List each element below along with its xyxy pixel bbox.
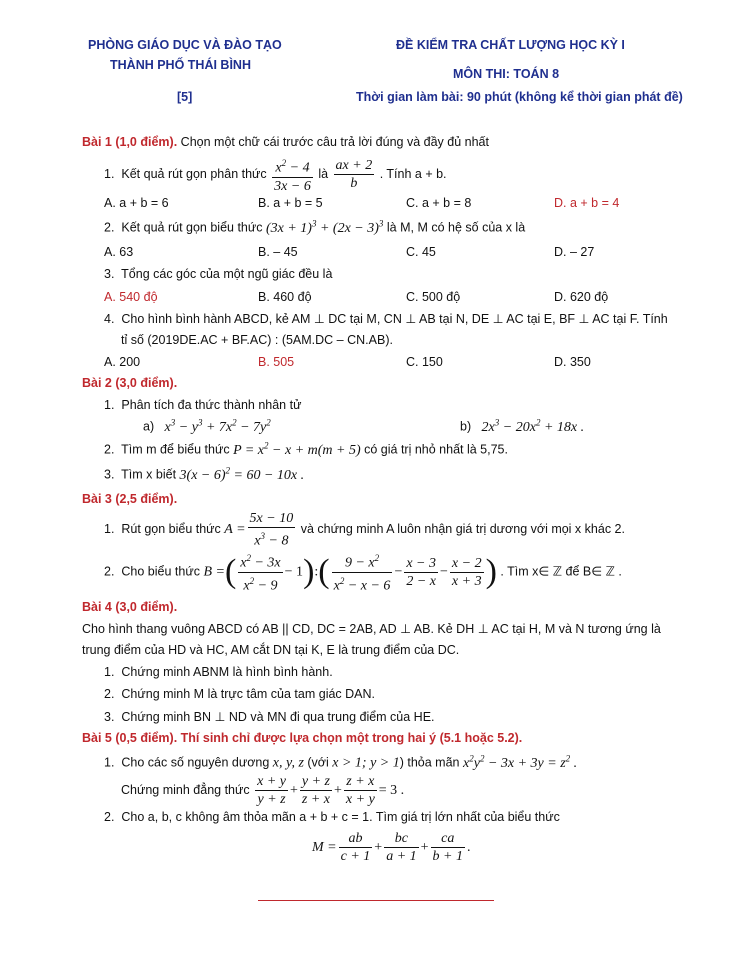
bai5-q1 bbox=[104, 753, 577, 772]
q-text: Cho hình bình hành ABCD, kẻ AM ⊥ DC tại M, CN ⊥ AB tại N, DE ⊥ AC tại E, BF ⊥ AC tại F. Tính bbox=[121, 312, 668, 326]
q-text: Tổng các góc của một ngũ giác đều là bbox=[121, 267, 333, 281]
bai4-q2 bbox=[104, 687, 375, 701]
bai1-q4 bbox=[104, 311, 668, 326]
bai1-q4-option-d[interactable]: D. 350 bbox=[554, 355, 591, 369]
q-num: 1. bbox=[104, 398, 115, 412]
bai1-title: Bài 1 (1,0 điểm). bbox=[82, 135, 178, 149]
q-text: Chứng minh BN ⊥ ND và MN đi qua trung điểm của HE. bbox=[121, 710, 435, 724]
fraction-bc: $\frac{bc}{a + 1}$ bbox=[386, 831, 417, 864]
q-text: Tìm m để biểu thức bbox=[121, 442, 230, 457]
bai5-q2 bbox=[104, 810, 560, 824]
bai3-q1 bbox=[104, 510, 625, 550]
bai2-q1a bbox=[143, 417, 271, 436]
expression-m: M = bbox=[312, 839, 337, 855]
q-text: Rút gọn biểu thức bbox=[121, 522, 221, 537]
end-divider bbox=[258, 900, 494, 901]
q-num: 3. bbox=[104, 710, 115, 724]
city-name: THÀNH PHỐ THÁI BÌNH bbox=[110, 58, 251, 72]
q-num: 2. bbox=[104, 564, 115, 579]
q-text: Kết quả rút gọn biểu thức bbox=[121, 220, 263, 235]
bai1-q3-option-d[interactable]: D. 620 độ bbox=[554, 290, 609, 304]
bai1-q3-option-b[interactable]: B. 460 độ bbox=[258, 290, 312, 304]
bai4-title: Bài 4 (3,0 điểm). bbox=[82, 600, 178, 614]
fraction-ab: $\frac{ab}{c + 1}$ bbox=[340, 831, 371, 864]
bai1-q3 bbox=[104, 267, 332, 281]
q-num: 3. bbox=[104, 267, 115, 281]
bai4-q1 bbox=[104, 665, 333, 679]
q-text: Tìm x biết bbox=[121, 467, 177, 482]
department-name: PHÒNG GIÁO DỤC VÀ ĐÀO TẠO bbox=[88, 38, 282, 52]
q-text: Chứng minh đẳng thức bbox=[121, 782, 250, 797]
expression-b: B = bbox=[203, 564, 225, 580]
fraction-x2-4-over-3x-6: $\frac{x^2 - 4}{3x - 6}$ bbox=[272, 155, 313, 195]
q-num: 2. bbox=[104, 810, 115, 824]
polynomial-a: $x^3 - y^3 + 7x^2 - 7y^2$ bbox=[164, 417, 271, 435]
fraction-ax2-over-b: $\frac{ax + 2}{b}$ bbox=[335, 158, 373, 192]
bai1-q2-option-a[interactable]: A. 63 bbox=[104, 245, 134, 259]
bai1-q4-line2: tỉ số (2019DE.AC + BF.AC) : (5AM.DC – CN.AB). bbox=[121, 333, 393, 347]
fraction-b1: $\frac{x^2 - 3x}{x^2 - 9}$ bbox=[238, 550, 282, 594]
bai5-q2-expression: M = $\frac{ab}{c + 1}$ + $\frac{bc}{a + 1}$ + $\frac{ca}{b + 1}$ . bbox=[312, 831, 471, 864]
q-text: . Tìm x∈ ℤ để B∈ ℤ . bbox=[500, 564, 622, 579]
q-text: là bbox=[318, 167, 329, 182]
bai2-q3 bbox=[104, 465, 304, 484]
bai1-instruction: Chọn một chữ cái trước câu trả lời đúng và đầy đủ nhất bbox=[180, 135, 489, 149]
exam-duration: Thời gian làm bài: 90 phút (không kể thời gian phát đề) bbox=[356, 90, 683, 104]
bai1-q1-option-d[interactable]: D. a + b = 4 bbox=[554, 196, 620, 210]
q-text: Chứng minh M là trực tâm của tam giác DAN. bbox=[121, 687, 376, 701]
bai4-line2: trung điểm của HD và HC, AM cắt DN tại K, E là trung điểm của DC. bbox=[82, 643, 460, 657]
bai1-q2-option-d[interactable]: D. – 27 bbox=[554, 245, 595, 259]
sub-label: a) bbox=[143, 419, 155, 434]
bai1-q2-option-c[interactable]: C. 45 bbox=[406, 245, 436, 259]
q-text: Cho các số nguyên dương bbox=[121, 755, 270, 770]
q-text: . Tính a + b. bbox=[379, 167, 447, 182]
q-text: Cho a, b, c không âm thỏa mãn a + b + c = 1. Tìm giá trị lớn nhất của biểu thức bbox=[121, 810, 560, 824]
sub-label: b) bbox=[460, 419, 472, 434]
q-num: 1. bbox=[104, 522, 115, 537]
bai1-q2 bbox=[104, 218, 525, 237]
exam-subject: MÔN THI: TOÁN 8 bbox=[453, 67, 560, 81]
fraction-b3: $\frac{x - 3}{2 - x}$ bbox=[406, 555, 437, 589]
bai1-heading bbox=[82, 135, 489, 149]
q-text: ) thỏa mãn bbox=[399, 755, 460, 770]
exam-title: ĐỀ KIỂM TRA CHẤT LƯỢNG HỌC KỲ I bbox=[396, 38, 625, 52]
q-num: 1. bbox=[104, 167, 115, 182]
equation-xyz: $x^2y^2 - 3x + 3y = z^2$ . bbox=[463, 753, 578, 771]
bai1-q4-option-a[interactable]: A. 200 bbox=[104, 355, 141, 369]
bai2-q1 bbox=[104, 398, 301, 412]
polynomial-b: $2x^3 - 20x^2 + 18x$ . bbox=[481, 417, 585, 435]
equation-x: $3(x - 6)^2 = 60 - 10x$ . bbox=[179, 465, 305, 483]
fraction-b4: $\frac{x - 2}{x + 3}$ bbox=[451, 555, 482, 589]
bai2-q2 bbox=[104, 440, 508, 459]
expression-p: $P = x^2 - x + m(m + 5)$ bbox=[233, 440, 361, 458]
bai1-q1 bbox=[104, 155, 447, 195]
q-text: và chứng minh A luôn nhận giá trị dương với mọi x khác 2. bbox=[300, 522, 625, 537]
q-text: (với bbox=[307, 755, 329, 770]
bai1-q4-option-c[interactable]: C. 150 bbox=[406, 355, 443, 369]
q-num: 2. bbox=[104, 687, 115, 701]
q-num: 1. bbox=[104, 665, 115, 679]
fraction-xy-over-yz: $\frac{x + y}{y + z}$ bbox=[257, 774, 286, 807]
bai3-title: Bài 3 (2,5 điểm). bbox=[82, 492, 178, 506]
bai4-line1: Cho hình thang vuông ABCD có AB || CD, DC = 2AB, AD ⊥ AB. Kẻ DH ⊥ AC tại H, M và N tương ứng là bbox=[82, 622, 661, 636]
fraction-ca: $\frac{ca}{b + 1}$ bbox=[432, 831, 463, 864]
q-text: Phân tích đa thức thành nhân tử bbox=[121, 398, 302, 412]
bai2-q1b bbox=[460, 417, 584, 436]
expression-cubes: $(3x + 1)^3 + (2x - 3)^3$ bbox=[265, 218, 384, 236]
q-text: có giá trị nhỏ nhất là 5,75. bbox=[364, 442, 508, 457]
bai5-title: Bài 5 (0,5 điểm). Thí sinh chỉ được lựa chọn một trong hai ý (5.1 hoặc 5.2). bbox=[82, 731, 523, 745]
q-text: Kết quả rút gọn phân thức bbox=[121, 167, 267, 182]
exam-code: [5] bbox=[177, 90, 193, 104]
bai1-q1-option-b[interactable]: B. a + b = 5 bbox=[258, 196, 323, 210]
bai1-q1-option-c[interactable]: C. a + b = 8 bbox=[406, 196, 472, 210]
bai1-q2-option-b[interactable]: B. – 45 bbox=[258, 245, 298, 259]
expression-a: A = bbox=[224, 522, 246, 538]
bai5-q1-proof: Chứng minh đẳng thức $\frac{x + y}{y + z}$ + $\frac{y + z}{z + x}$ + $\frac{z + x}{x + y}$ = 3 . bbox=[121, 774, 405, 807]
q-text: Cho biểu thức bbox=[121, 564, 200, 579]
condition-xy: x > 1; y > 1 bbox=[332, 755, 400, 771]
q-text: là M, M có hệ số của x là bbox=[386, 220, 526, 235]
variables-xyz: x, y, z bbox=[272, 755, 304, 771]
bai1-q4-option-b[interactable]: B. 505 bbox=[258, 355, 295, 369]
bai3-q2: 2. Cho biểu thức B =( $\frac{x^2 - 3x}{x^2 - 9}$ − 1):( $\frac{9 - x^2}{x^2 - x - 6}$ − $\frac{x - 3}{2 - x}$ − $\frac{x - 2}{x + 3}$ ) . Tìm x∈ ℤ để B∈ ℤ . bbox=[104, 550, 622, 594]
q-text: Chứng minh ABNM là hình bình hành. bbox=[121, 665, 333, 679]
q-num: 1. bbox=[104, 755, 115, 770]
bai4-q3 bbox=[104, 709, 435, 724]
bai1-q3-option-c[interactable]: C. 500 độ bbox=[406, 290, 461, 304]
q-num: 2. bbox=[104, 220, 115, 235]
fraction-zx-over-xy: $\frac{z + x}{x + y}$ bbox=[345, 774, 375, 807]
fraction-yz-over-zx: $\frac{y + z}{z + x}$ bbox=[301, 774, 330, 807]
fraction-b2: $\frac{9 - x^2}{x^2 - x - 6}$ bbox=[332, 550, 393, 594]
q-num: 4. bbox=[104, 312, 115, 326]
bai2-title: Bài 2 (3,0 điểm). bbox=[82, 376, 178, 390]
fraction-5x-10-over-x3-8: $\frac{5x - 10}{x^3 - 8}$ bbox=[249, 511, 294, 549]
q-num: 2. bbox=[104, 442, 115, 457]
bai1-q1-option-a[interactable]: A. a + b = 6 bbox=[104, 196, 169, 210]
q-num: 3. bbox=[104, 467, 115, 482]
bai1-q3-option-a[interactable]: A. 540 độ bbox=[104, 290, 158, 304]
